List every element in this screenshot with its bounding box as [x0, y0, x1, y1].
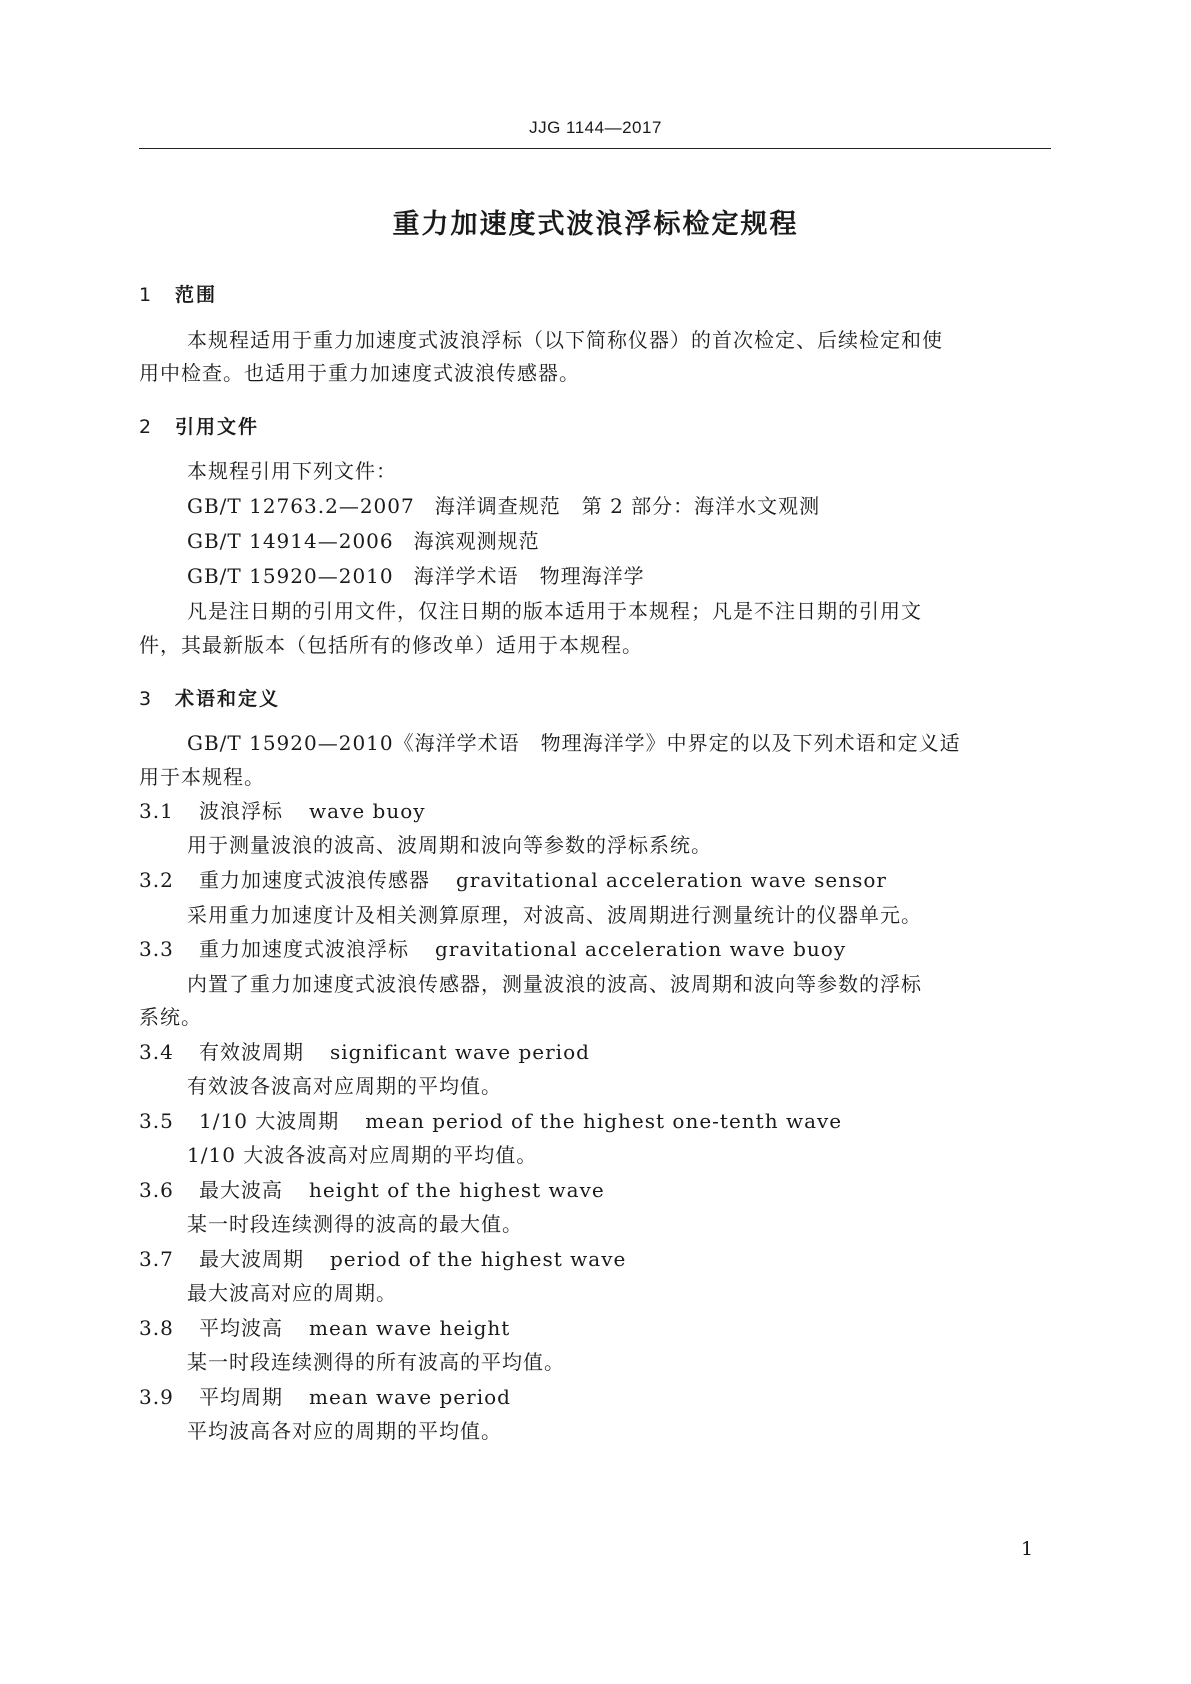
section-number: 1 — [139, 284, 154, 306]
term-chinese: 平均周期 — [199, 1385, 283, 1409]
term-heading — [139, 1313, 510, 1343]
references-closing-cont: 件，其最新版本（包括所有的修改单）适用于本规程。 — [139, 633, 643, 657]
references-closing — [139, 593, 1051, 629]
section-heading-text: 范围 — [175, 284, 218, 306]
term-english: gravitational acceleration wave sensor — [456, 868, 887, 892]
term-heading — [139, 1106, 842, 1136]
paragraph-line: GB/T 15920—2010《海洋学术语 物理海洋学》中界定的以及下列术语和定义适 — [187, 731, 961, 755]
reference-code: GB/T 14914—2006 — [187, 529, 394, 553]
term-number: 3.3 — [139, 937, 174, 961]
term-english: significant wave period — [330, 1040, 590, 1064]
term-english: mean period of the highest one-tenth wave — [365, 1109, 843, 1133]
reference-code: GB/T 15920—2010 — [187, 564, 394, 588]
term-heading — [139, 796, 426, 826]
section-number: 2 — [139, 416, 154, 438]
term-definition: 某一时段连续测得的所有波高的平均值。 — [187, 1350, 565, 1374]
reference-title: 海滨观测规范 — [413, 529, 540, 553]
reference-item — [187, 491, 820, 521]
standard-code-header: JJG 1144—2017 — [529, 118, 662, 137]
term-chinese: 有效波周期 — [199, 1040, 304, 1064]
term-number: 3.1 — [139, 799, 174, 823]
term-heading — [139, 1244, 626, 1274]
term-number: 3.2 — [139, 868, 174, 892]
header-divider — [139, 148, 1051, 149]
term-english: mean wave height — [309, 1316, 511, 1340]
term-heading — [139, 865, 887, 895]
reference-code: GB/T 12763.2—2007 — [187, 494, 415, 518]
section-1-paragraph — [139, 322, 1051, 358]
section-heading-text: 术语和定义 — [175, 688, 281, 710]
terms-intro-cont: 用于本规程。 — [139, 765, 265, 789]
term-number: 3.6 — [139, 1178, 174, 1202]
section-1-heading — [139, 280, 217, 307]
paragraph-line: 本规程适用于重力加速度式波浪浮标（以下简称仪器）的首次检定、后续检定和使 — [187, 328, 943, 352]
term-chinese: 波浪浮标 — [199, 799, 283, 823]
term-english: period of the highest wave — [330, 1247, 627, 1271]
term-heading — [139, 1175, 605, 1205]
term-definition — [139, 966, 1051, 1002]
term-number: 3.5 — [139, 1109, 174, 1133]
term-definition-cont: 系统。 — [139, 1005, 202, 1029]
term-definition: 某一时段连续测得的波高的最大值。 — [187, 1212, 523, 1236]
term-number: 3.7 — [139, 1247, 174, 1271]
term-english: mean wave period — [309, 1385, 511, 1409]
section-2-heading — [139, 412, 259, 439]
term-heading — [139, 1382, 511, 1412]
term-definition: 1/10 大波各波高对应周期的平均值。 — [187, 1143, 538, 1167]
term-heading — [139, 934, 846, 964]
reference-title: 海洋调查规范 第 2 部分：海洋水文观测 — [434, 494, 821, 518]
term-definition: 最大波高对应的周期。 — [187, 1281, 397, 1305]
term-number: 3.8 — [139, 1316, 174, 1340]
document-title: 重力加速度式波浪浮标检定规程 — [392, 209, 799, 240]
term-number: 3.4 — [139, 1040, 174, 1064]
term-definition: 有效波各波高对应周期的平均值。 — [187, 1074, 502, 1098]
term-chinese: 重力加速度式波浪传感器 — [199, 868, 430, 892]
term-english: height of the highest wave — [309, 1178, 605, 1202]
term-number: 3.9 — [139, 1385, 174, 1409]
section-3-heading — [139, 684, 280, 711]
term-definition: 平均波高各对应的周期的平均值。 — [187, 1419, 502, 1443]
term-heading — [139, 1037, 590, 1067]
section-heading-text: 引用文件 — [175, 416, 260, 438]
reference-title: 海洋学术语 物理海洋学 — [413, 564, 645, 588]
term-chinese: 1/10 大波周期 — [199, 1109, 340, 1133]
term-chinese: 最大波周期 — [199, 1247, 304, 1271]
reference-item — [187, 526, 540, 556]
term-chinese: 最大波高 — [199, 1178, 283, 1202]
references-intro: 本规程引用下列文件： — [187, 459, 397, 483]
term-english: wave buoy — [309, 799, 426, 823]
term-chinese: 重力加速度式波浪浮标 — [199, 937, 409, 961]
term-definition: 采用重力加速度计及相关测算原理，对波高、波周期进行测量统计的仪器单元。 — [187, 903, 922, 927]
terms-intro — [139, 725, 1051, 761]
term-chinese: 平均波高 — [199, 1316, 283, 1340]
page-number: 1 — [1021, 1538, 1034, 1560]
term-english: gravitational acceleration wave buoy — [435, 937, 847, 961]
term-definition: 用于测量波浪的波高、波周期和波向等参数的浮标系统。 — [187, 833, 712, 857]
paragraph-line: 内置了重力加速度式波浪传感器，测量波浪的波高、波周期和波向等参数的浮标 — [187, 972, 922, 996]
reference-item — [187, 561, 645, 591]
section-1-paragraph-cont: 用中检查。也适用于重力加速度式波浪传感器。 — [139, 361, 580, 385]
section-number: 3 — [139, 688, 154, 710]
paragraph-line: 凡是注日期的引用文件，仅注日期的版本适用于本规程；凡是不注日期的引用文 — [187, 599, 922, 623]
